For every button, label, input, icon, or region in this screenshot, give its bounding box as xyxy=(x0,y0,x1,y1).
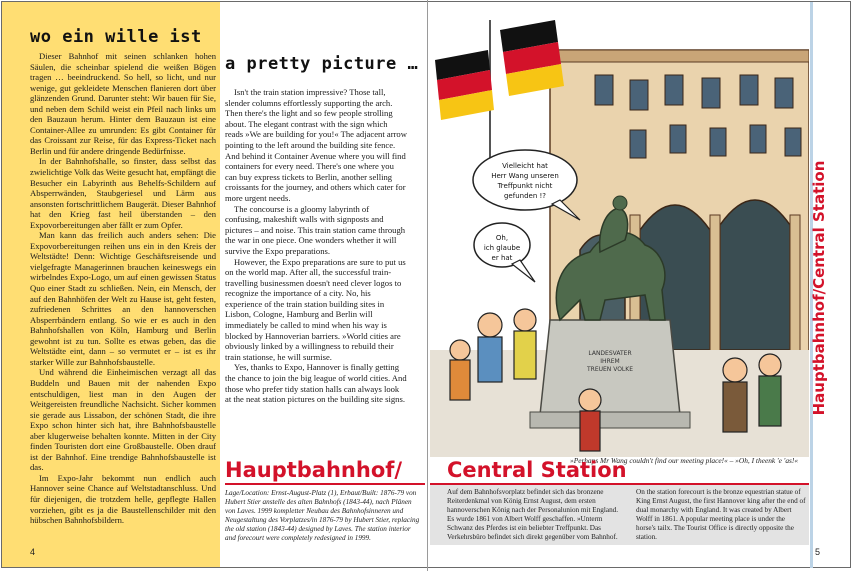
german-paragraph: Dieser Bahnhof mit seinen schlanken hohen Säulen, die scheinbar spielend die weißen Bögen tragen … beeindruckend. So hell, so licht, und nur wenige, gut gekleidete Menschen flanieren dort über glänzenden Grund. Darunter steht: Wir bauen für Sie, und neben dem Schild weist ein Pfeil nach links um den Bauzaun herum. Hinter dem Bauzaun ist eine Container-Allee zu umrunden: Es gibt Container für das Croissant zur Reise, für das Express-Ticket nach Berlin und für andere dringende Bedürfnisse. xyxy=(30,51,216,156)
page-number-right: 5 xyxy=(815,547,821,557)
english-paragraph: However, the Expo preparations are sure to put us on the world map. After all, the successful train-travelling businessmen doesn't need clever logos to recognize the importance of a city. No, his experience of the train station building sites in Lisbon, Cologne, Hamburg and Berlin will immediately be called to mind when his way is blocked by Hannoverian barriers. »World cities are obviously linked by a willingness to rebuild their train stationse, he will surmise. xyxy=(225,256,406,362)
german-article xyxy=(30,51,216,526)
bubble-line: ich glaube xyxy=(483,244,521,252)
bubble-line: gefunden !? xyxy=(503,192,547,200)
english-paragraph: Isn't the train station impressive? Those tall, slender columns effortlessly supporting the arch. Then there's the light and so few people strolling about. The elegant contrast with the sign which reads »We are building for you!« The adjacent arrow pointing to the left around the building site fence. And behind it Container Avenue where you will find containers for every need. There's one where you can buy express tickets to Berlin, another selling croissants for the journey, and others which cater for more urgent needs. xyxy=(225,87,407,203)
german-paragraph: Im Expo-Jahr bekommt nun endlich auch Hannover seine Chance auf Weltstadtanschluss. Und für diejenigen, die trotzdem helle, gepflegte Hallen vorziehen, gibt es ja die Baustellenschilder mit den hübschen Bahnhofsbildern. xyxy=(30,472,216,526)
page-number-left: 4 xyxy=(30,547,36,557)
bottom-title-right: Central Station xyxy=(447,458,627,482)
caption-german: Auf dem Bahnhofsvorplatz befindet sich das bronzene Reiterdenkmal von König Ernst August, dem ersten hannoverschen König nach der Personalunion mit England. Es wurde 1861 von Albert Wolff geschaffen. »Unterm Schwanz des Pferdes ist ein beliebter Treffpunkt. Das Verkehrsbüro befindet sich direkt gegenüber vom Bahnhof. xyxy=(447,488,619,541)
bubble-line: Oh, xyxy=(495,234,509,242)
illustration-caption: »Perhaps Mr Wang couldn't find our meeting place!« – »Oh, I theenk 'e 'as!« xyxy=(570,456,799,465)
plaque-line: IHREM xyxy=(600,358,620,365)
caption-english: On the station forecourt is the bronze equestrian statue of King Ernst August, the first Hannover king after the end of dual monarchy with England. It was created by Albert Wolff in 1861. A popular meeting place is under the horse's tailx. The Tourist Office is directly opposite the station. xyxy=(636,488,806,541)
english-paragraph: Yes, thanks to Expo, Hannover is finally getting the chance to join the big league of world cities. And those who prefer tidy station halls can always look at the neat station pictures on the building site signs. xyxy=(225,362,407,405)
station-scene-drawing xyxy=(430,20,809,457)
bubble-line: Treffpunkt nicht xyxy=(497,182,553,190)
bottom-title-left: Hauptbahnhof/ xyxy=(225,458,403,482)
german-paragraph: Man kann das freilich auch anders sehen: Die Expovorbereitungen reihen uns ein in den Kreis der Weltstädte! Denn: Wichtige Geschäftsreisende und vielgefragte Managerinnen brauchen keineswegs ein wirbelndes Expo-Logo, um auf einen gewissen Status Quo einer Stadt zu schließen. Nein, ein Mensch, der auf den Bahnhöfen der Welt zu Hause ist, geht festen, zufriedenen Schrittes an den hannoverschen Absperrbändern entlang. So wie er es auch in den Bahnhofshallen von Köln, Hamburg und Berlin gewohnt ist zu tun. Sollte es etwas geben, das die Weltstädte eint, dann – so vermutet er – ist es ihr starker Wille zur Bahnhofsbaustelle. xyxy=(30,230,216,367)
title-rule-left xyxy=(225,483,425,485)
comic-illustration xyxy=(430,20,809,457)
english-paragraph: The concourse is a gloomy labyrinth of confusing, makeshift walls with signposts and pictures – and noise. This train station came through the war in one piece. One wonders whether it will survive the Expo preparations. xyxy=(225,203,406,256)
bubble-line: Herr Wang unseren xyxy=(491,172,559,180)
heading-english: a pretty picture … xyxy=(225,54,419,74)
english-article xyxy=(225,87,407,405)
location-caption: Lage/Location: Ernst-August-Platz (1), Erbaut/Built: 1876-79 von Hubert Stier anstelle des alten Bahnhofs (1843-44), nach Plänen von Laves. 1999 kompletter Neubau des Bahnhofsinneren und Neugestaltung des Vorplatzes/in 1876-79 by Hubert Stier, replacing the old station (1843-44) designed by Laves. The station interior and forecourt were completely redesigned in 1999. xyxy=(225,489,420,542)
plaque-line: LANDESVATER xyxy=(588,350,632,357)
spine-divider xyxy=(427,0,428,571)
bubble-line: er hat xyxy=(491,254,513,262)
bubble-line: Vielleicht hat xyxy=(502,162,548,170)
heading-german: wo ein wille ist xyxy=(30,27,202,47)
plaque-line: TREUEN VOLKE xyxy=(587,366,633,373)
vertical-title: Hauptbahnhof/Central Station xyxy=(810,160,828,416)
german-paragraph: Und während die Einheimischen verzagt all das Buddeln und Bauen mit der nahenden Expo entschuldigen, liest man in den Augen der Weitgereisten freundliche Nachsicht. Sicher kommen sie gerade aus Lissabon, der schönen Stadt, die ihre Expo schon hinter sich hat, ihre Bahnhofsbaustelle aber klugerweise behalten konnte. Mitten in der City finden Touristen dort eine Großbaustelle. Oben drauf ist der Bahnhof. Eine trendige Bahnhofsbaustelle ist das. xyxy=(30,367,216,473)
german-paragraph: In der Bahnhofshalle, so finster, dass selbst das zwielichtige Volk das Weite gesucht hat, empfängt die Besucher ein Labyrinth aus Behelfs-Schildern auf Absperrwänden, Staubgeriesel und Lärm aus ansonsten fortschrittlichem Baugerät. Dieser Bahnhof hat den Krieg fast heil überstanden – den Expovorbereitungen aber fällt er zum Opfer. xyxy=(30,156,216,230)
